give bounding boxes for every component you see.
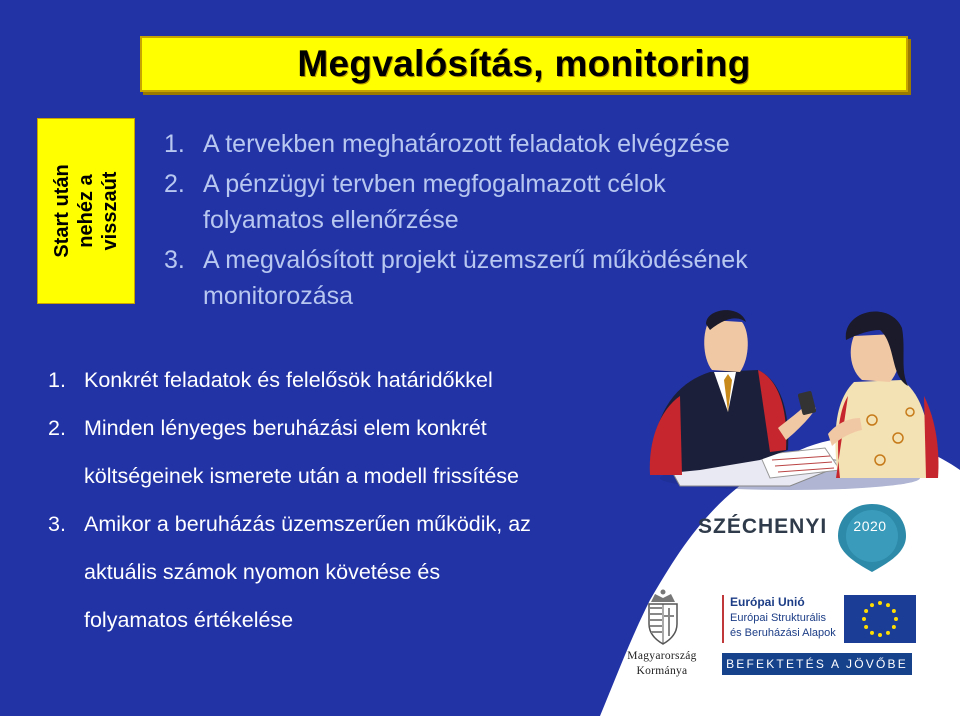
eu-slogan-bar: BEFEKTETÉS A JÖVŐBE — [722, 653, 912, 675]
task-text-line: Amikor a beruházás üzemszerűen működik, az — [84, 512, 531, 536]
task-item — [48, 404, 608, 500]
european-union-logo — [720, 595, 916, 695]
step-text-line: folyamatos ellenőrzése — [203, 206, 459, 234]
task-number: 1. — [48, 368, 66, 392]
task-text-line: Minden lényeges beruházási elem konkrét — [84, 416, 487, 440]
hungarian-government-logo — [612, 588, 712, 688]
step-number: 1. — [164, 130, 185, 158]
task-text-line: aktuális számok nyomon követése és — [84, 560, 441, 584]
eu-divider — [722, 595, 724, 643]
coat-of-arms-icon — [643, 588, 683, 646]
szechenyi-2020-logo — [698, 502, 918, 574]
side-note-line: visszaút — [99, 171, 121, 251]
eu-title: Európai Unió — [730, 595, 805, 609]
government-name-line1: Magyarország — [627, 650, 697, 662]
eu-subtitle-line1: Európai Strukturális — [730, 612, 826, 624]
side-note-text — [50, 119, 122, 303]
eu-flag-icon — [844, 595, 916, 643]
task-number: 2. — [48, 416, 66, 440]
task-item — [48, 500, 608, 644]
step-text-line: A tervekben meghatározott feladatok elvégzése — [203, 130, 730, 158]
location-pin-icon — [832, 502, 912, 574]
task-text-line: költségeinek ismerete után a modell frissítése — [84, 464, 519, 488]
side-note-line: nehéz a — [75, 174, 97, 248]
implementation-steps-list — [164, 126, 854, 318]
szechenyi-wordmark: SZÉCHENYI — [698, 515, 828, 538]
step-item — [164, 166, 854, 238]
slide-title: Megvalósítás, monitoring — [297, 43, 751, 84]
task-text-line: Konkrét feladatok és felelősök határidőkkel — [84, 368, 493, 392]
title-banner — [140, 36, 908, 92]
side-note-box — [38, 119, 134, 303]
monitoring-tasks-list — [48, 356, 608, 644]
task-number: 3. — [48, 512, 66, 536]
step-text-line: monitorozása — [203, 282, 354, 310]
government-name-line2: Kormánya — [636, 665, 688, 677]
side-note-line: Start után — [51, 164, 73, 258]
step-text-line: A megvalósított projekt üzemszerű működésének — [203, 246, 748, 274]
szechenyi-year: 2020 — [853, 518, 887, 534]
eu-subtitle-line2: és Beruházási Alapok — [730, 627, 836, 639]
task-text-line: folyamatos értékelése — [84, 608, 294, 632]
step-number: 3. — [164, 246, 185, 274]
business-meeting-illustration — [640, 300, 940, 490]
step-number: 2. — [164, 170, 185, 198]
step-text-line: A pénzügyi tervben megfogalmazott célok — [203, 170, 666, 198]
step-item — [164, 126, 854, 162]
task-item — [48, 356, 608, 404]
